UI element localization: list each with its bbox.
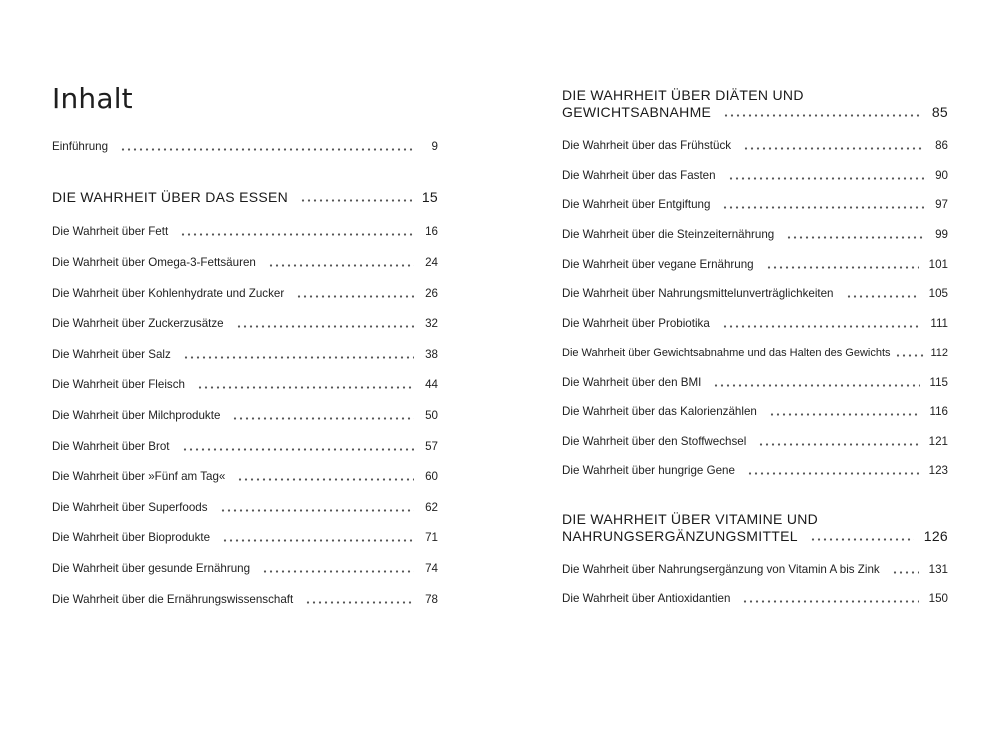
entry-title: Die Wahrheit über das Frühstück (562, 139, 732, 152)
entry-title: Die Wahrheit über »Fünf am Tag« (52, 470, 226, 483)
entry-title: Die Wahrheit über die Steinzeiternährung (562, 228, 775, 241)
entry-title: Die Wahrheit über Brot (52, 440, 170, 453)
dot-leader (220, 509, 414, 512)
page-number: 44 (425, 378, 438, 391)
section-title-line1: DIE WAHRHEIT ÜBER DIÄTEN UND (562, 87, 804, 103)
page-number: 90 (935, 169, 948, 182)
page-number: 123 (928, 464, 948, 477)
page-number: 112 (930, 347, 948, 359)
toc-entry[interactable] (52, 501, 438, 515)
toc-entry[interactable] (52, 440, 438, 454)
toc-entry[interactable] (52, 470, 438, 484)
page-number: 24 (425, 256, 438, 269)
page-number: 121 (928, 435, 948, 448)
dot-leader (222, 539, 414, 542)
entry-title: Die Wahrheit über die Ernährungswissenschaft (52, 593, 294, 606)
toc-section-heading[interactable] (562, 87, 948, 121)
page-number: 97 (935, 198, 948, 211)
page-number: 50 (425, 409, 438, 422)
entry-title: Einführung (52, 140, 109, 153)
toc-entry[interactable] (562, 258, 948, 272)
dot-leader (197, 386, 414, 389)
toc-entry[interactable] (52, 531, 438, 545)
toc-entry[interactable] (562, 346, 948, 360)
page-number: 60 (425, 470, 438, 483)
toc-section-heading[interactable] (52, 189, 438, 206)
dot-leader (728, 177, 924, 180)
toc-entry[interactable] (52, 562, 438, 576)
section-title: GEWICHTSABNAHME (562, 104, 712, 120)
toc-entry[interactable] (562, 139, 948, 153)
entry-title: Die Wahrheit über Kohlenhydrate und Zucker (52, 287, 285, 300)
page-number: 131 (928, 563, 948, 576)
entry-title: Die Wahrheit über Gewichtsabnahme und das Halten des Gewichts (562, 347, 891, 359)
page-number: 78 (425, 593, 438, 606)
entry-title: Die Wahrheit über den BMI (562, 376, 702, 389)
page-number: 9 (431, 140, 438, 153)
dot-leader (232, 417, 414, 420)
toc-entry[interactable] (562, 228, 948, 242)
entry-title: Die Wahrheit über Milchprodukte (52, 409, 221, 422)
page-number: 99 (935, 228, 948, 241)
toc-entry[interactable] (52, 348, 438, 362)
dot-leader (769, 413, 920, 416)
page-number: 38 (425, 348, 438, 361)
entry-title: Die Wahrheit über Entgiftung (562, 198, 711, 211)
toc-entry[interactable] (52, 378, 438, 392)
toc-entry[interactable] (562, 435, 948, 449)
dot-leader (747, 472, 919, 475)
dot-leader (183, 356, 414, 359)
page-number: 26 (425, 287, 438, 300)
toc-entry[interactable] (562, 464, 948, 478)
entry-title: Die Wahrheit über den Stoffwechsel (562, 435, 747, 448)
page-number: 15 (421, 189, 438, 205)
dot-leader (237, 478, 414, 481)
toc-entry[interactable] (52, 409, 438, 423)
dot-leader (742, 600, 918, 603)
dot-leader (182, 448, 415, 451)
page-number: 101 (928, 258, 948, 271)
page-number: 32 (425, 317, 438, 330)
dot-leader (892, 571, 919, 574)
entry-title: Die Wahrheit über Probiotika (562, 317, 710, 330)
entry-title: Die Wahrheit über Fleisch (52, 378, 185, 391)
page-number: 71 (425, 531, 438, 544)
section-title: DIE WAHRHEIT ÜBER DAS ESSEN (52, 189, 289, 205)
entry-title: Die Wahrheit über Superfoods (52, 501, 208, 514)
entry-title: Die Wahrheit über Zuckerzusätze (52, 317, 224, 330)
entry-title: Die Wahrheit über Salz (52, 348, 171, 361)
toc-entry[interactable] (562, 287, 948, 301)
dot-leader (268, 264, 414, 267)
section-title-line1: DIE WAHRHEIT ÜBER VITAMINE UND (562, 511, 819, 527)
entry-title: Die Wahrheit über Omega-3-Fettsäuren (52, 256, 256, 269)
entry-title: Die Wahrheit über gesunde Ernährung (52, 562, 251, 575)
toc-entry[interactable] (562, 376, 948, 390)
toc-entry[interactable] (52, 287, 438, 301)
entry-title: Die Wahrheit über Antioxidantien (562, 592, 731, 605)
toc-entry[interactable] (562, 317, 948, 331)
dot-leader (895, 354, 925, 357)
toc-entry[interactable] (562, 592, 948, 606)
dot-leader (810, 538, 914, 541)
toc-entry[interactable] (52, 256, 438, 270)
page-number: 105 (928, 287, 948, 300)
entry-title: Die Wahrheit über vegane Ernährung (562, 258, 754, 271)
page-number: 74 (425, 562, 438, 575)
entry-title: Die Wahrheit über das Fasten (562, 169, 716, 182)
page-number: 62 (425, 501, 438, 514)
dot-leader (766, 266, 919, 269)
page-number: 57 (425, 440, 438, 453)
page-number: 86 (935, 139, 948, 152)
toc-entry[interactable] (562, 405, 948, 419)
toc-section-heading[interactable] (562, 511, 948, 545)
dot-leader (758, 443, 918, 446)
page-number: 115 (929, 376, 948, 389)
entry-title: Die Wahrheit über Nahrungsmittelunverträglichkeiten (562, 287, 834, 300)
entry-title: Die Wahrheit über hungrige Gene (562, 464, 735, 477)
dot-leader (296, 295, 414, 298)
dot-leader (305, 601, 414, 604)
dot-leader (846, 295, 919, 298)
dot-leader (722, 325, 921, 328)
toc-entry[interactable] (52, 225, 438, 239)
toc-entry[interactable] (562, 198, 948, 212)
toc-entry[interactable] (52, 140, 438, 154)
entry-title: Die Wahrheit über das Kalorienzählen (562, 405, 757, 418)
dot-leader (713, 384, 919, 387)
page-number: 116 (929, 405, 948, 418)
dot-leader (723, 114, 922, 117)
toc-entry[interactable] (562, 563, 948, 577)
entry-title: Die Wahrheit über Bioprodukte (52, 531, 211, 544)
dot-leader (743, 147, 924, 150)
page-number: 126 (923, 528, 948, 544)
dot-leader (300, 199, 412, 202)
dot-leader (236, 325, 414, 328)
page-number: 150 (928, 592, 948, 605)
toc-entry[interactable] (52, 593, 438, 607)
entry-title: Die Wahrheit über Fett (52, 225, 169, 238)
page-number: 16 (425, 225, 438, 238)
dot-leader (722, 206, 924, 209)
section-title: NAHRUNGSERGÄNZUNGSMITTEL (562, 528, 798, 544)
dot-leader (262, 570, 414, 573)
dot-leader (180, 233, 414, 236)
toc-entry[interactable] (562, 169, 948, 183)
entry-title: Die Wahrheit über Nahrungsergänzung von Vitamin A bis Zink (562, 563, 880, 576)
page-number: 111 (930, 317, 948, 330)
dot-leader (786, 236, 924, 239)
page-number: 85 (931, 104, 948, 120)
toc-entry[interactable] (52, 317, 438, 331)
page-title: Inhalt (52, 82, 133, 115)
dot-leader (120, 148, 414, 151)
